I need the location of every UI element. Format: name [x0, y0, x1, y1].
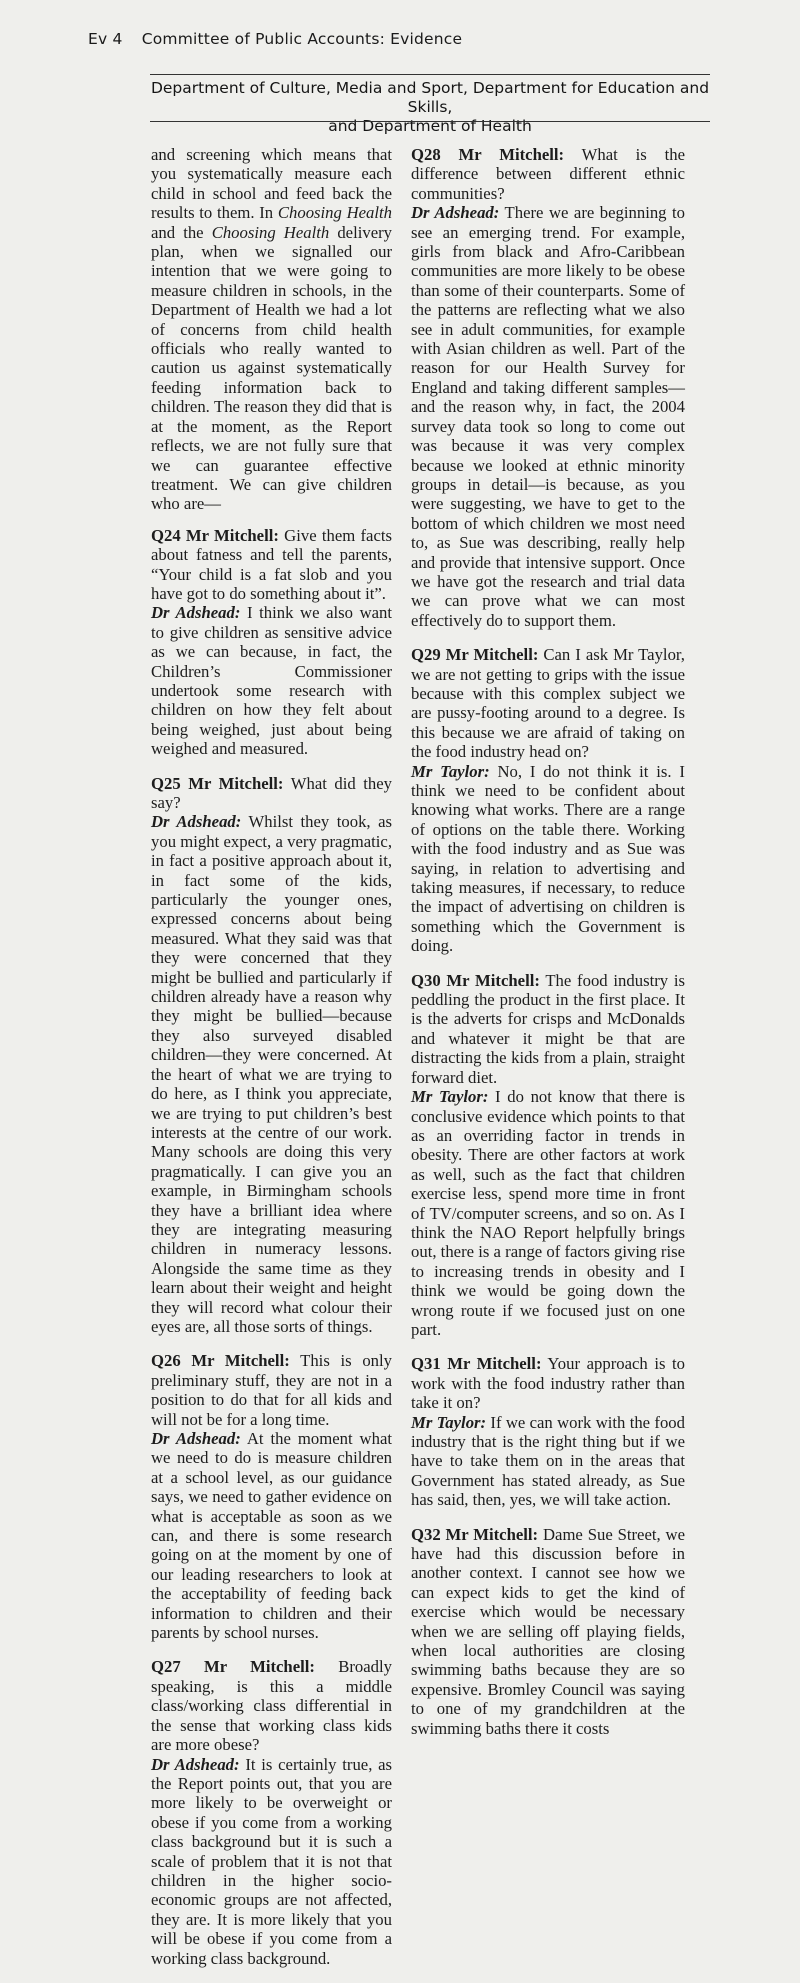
speaker-label: Mr Taylor: [411, 761, 490, 781]
running-head [88, 30, 462, 48]
question-label: Q28 Mr Mitchell: [411, 145, 565, 164]
question-label: Q31 Mr Mitchell: [411, 1354, 542, 1374]
evidence-page-number: Ev 4 [88, 30, 123, 48]
speaker-label: Dr Adshead: [151, 1429, 241, 1448]
publication-title: Committee of Public Accounts: Evidence [141, 30, 463, 48]
question-label: Q29 Mr Mitchell: [411, 645, 539, 665]
question-q30: Q30 Mr Mitchell: The food industry is peddling the product in the first place. It is the adverts for crisps and McDonalds and whatever it might be that are distracting the kids from a plain, straight forward diet. Mr Taylor: I do not know that there is conclusive evidence which points to that as an overriding factor in trends in obesity. There are other factors at work as well, such as the fact that children exercise less, spend more time in front of TV/computer screens, and so on. As I think the NAO Report helpfully brings out, there is a range of factors giving rise to increasing trends in obesity and I think we would be going down the wrong route if we focused just on one part. [411, 970, 686, 1339]
question-label: Q25 Mr Mitchell: [151, 773, 284, 793]
speaker-label: Mr Taylor: [411, 1087, 489, 1107]
question-q26: Q26 Mr Mitchell: This is only preliminary stuff, they are not in a position to do that for all kids and will not be for a long time. Dr Adshead: At the moment what we need to do is measure children at a school level, as our guidance says, we need to gather evidence on what is acceptable as soon as we can, and there is some research going on at the moment by one of our leading researchers to look at the acceptability of feeding back information to children and their parents by school nurses. [151, 1351, 392, 1643]
question-q32: Q32 Mr Mitchell: Dame Sue Street, we have had this discussion before in another context. I cannot see how we can expect kids to get the kind of exercise which would be necessary when we are selling off playing fields, when local authorities are closing swimming baths because they are so expensive. Bromley Council was saying to one of my grandchildren at the swimming baths there it costs [411, 1524, 685, 1738]
question-q29: Q29 Mr Mitchell: Can I ask Mr Taylor, we are not getting to grips with the issue because with this complex subject we are pussy-footing around to a degree. Is this because we are afraid of taking on the food industry head on? Mr Taylor: No, I do not think it is. I think we need to be confident about knowing what works. There are a range of options on the table there. Working with the food industry and as Sue was saying, in relation to advertising and taking measures, if necessary, to reduce the impact of advertising on children is something which the Government is doing. [411, 645, 685, 956]
speaker-label: Mr Taylor: [411, 1412, 487, 1432]
question-label: Q27 Mr Mitchell: [151, 1657, 315, 1677]
question-label: Q26 Mr Mitchell: [151, 1351, 290, 1371]
right-column [411, 145, 685, 1753]
section-title [150, 79, 710, 136]
question-q28: Q28 Mr Mitchell: What is the difference between different ethnic communities? Dr Adshead: There we are beginning to see an emerging trend. For example, girls from black and Afro-Caribbean communities are more likely to be obese than some of their counterparts. Some of the patterns are reflecting what we also see in adult communities, for example with Asian children as well. Part of the reason for our Health Survey for England and taking different samples—and the reason why, in fact, the 2004 survey data took so long to come out was because it was very complex because we looked at ethnic minority groups in detail—is because, as you were suggesting, we have to get to the bottom of which children we most need to, as Sue was describing, really help and provide that intensive support. Once we have got the research and trial data we can prove what we can most effectively do to support them. [411, 145, 686, 630]
question-label: Q32 Mr Mitchell: [411, 1524, 539, 1544]
question-q24: Q24 Mr Mitchell: Give them facts about fatness and tell the parents, “Your child is a fat slob and you have got to do something about it”. Dr Adshead: I think we also want to give children as sensitive advice as we can because, in fact, the Children’s Commissioner undertook some research with children on how they felt about being weighed, just about being weighed and measured. [151, 525, 393, 759]
question-q25: Q25 Mr Mitchell: What did they say? Dr Adshead: Whilst they took, as you might expect, a very pragmatic, in fact a positive approach about it, in fact some of the kids, particularly the younger ones, expressed concerns about being measured. What they said was that they were concerned that they might be bullied and particularly if children already have a reason why they might be bullied—because they also surveyed disabled children—they were concerned. At the heart of what we are trying to do here, as I think you appreciate, we are trying to put children’s best interests at the centre of our work. Many schools are doing this very pragmatically. I can give you an example, in Birmingham schools they have a brilliant idea where they are integrating measuring children in numeracy lessons. Alongside the same time as they learn about their weight and height they will record what colour their eyes are, all those sorts of things. [151, 773, 392, 1336]
bottom-rule [150, 121, 710, 122]
left-column [151, 145, 392, 1983]
section-title-line-2: and Department of Health [328, 117, 532, 135]
continued-paragraph: and screening which means that you systematically measure each child in school and feed back the results to them. In Choosing Health and the Choosing Health delivery plan, when we signalled our intention that we were going to measure children in schools, in the Department of Health we had a lot of concerns from child health officials who really wanted to caution us against systematically feeding information back to children. The reason they did that is at the moment, as the Report reflects, we are not fully sure that we can guarantee effective treatment. We can give children who are— [151, 145, 392, 514]
top-rule [150, 74, 710, 75]
speaker-label: Dr Adshead: [151, 1754, 240, 1774]
speaker-label: Dr Adshead: [151, 812, 242, 832]
question-q27: Q27 Mr Mitchell: Broadly speaking, is this a middle class/working class differential in the sense that working class kids are more obese? Dr Adshead: It is certainly true, as the Report points out, that you are more likely to be overweight or obese if you come from a working class background but it is such a scale of problem that it is not that children in the higher socio-economic groups are not affected, they are. It is more likely that you will be obese if you come from a working class background. [151, 1657, 393, 1968]
question-label: Q30 Mr Mitchell: [411, 970, 540, 990]
speaker-label: Dr Adshead: [411, 203, 500, 223]
speaker-label: Dr Adshead: [151, 603, 241, 623]
section-title-line-1: Department of Culture, Media and Sport, Department for Education and Skills, [150, 79, 710, 116]
question-label: Q24 Mr Mitchell: [151, 525, 279, 545]
question-q31: Q31 Mr Mitchell: Your approach is to work with the food industry rather than take it on? Mr Taylor: If we can work with the food industry that is the right thing but if we have to take them on in the areas that Government has stated already, as Sue has said, then, yes, we will take action. [411, 1354, 685, 1510]
